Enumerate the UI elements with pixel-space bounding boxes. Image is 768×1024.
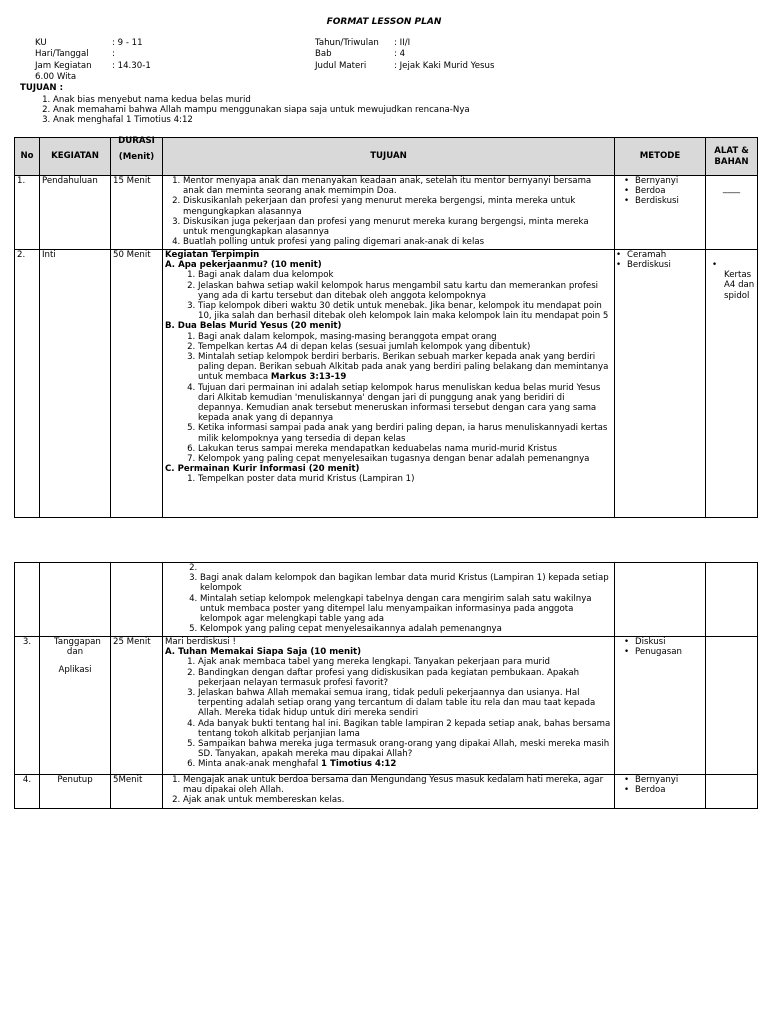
menit-label: (Menit)	[118, 152, 155, 163]
jam-label: Jam Kegiatan	[35, 61, 92, 71]
bible-reference: 1 Timotius 4:12	[321, 759, 397, 770]
bab-label: Bab	[315, 49, 332, 59]
list-item: 1. Ajak anak membaca tabel yang mereka lengkapi. Tanyakan pekerjaan para murid	[198, 657, 612, 667]
section-heading: Kegiatan Terpimpin	[165, 250, 260, 260]
metode-item: • Penugasan	[635, 647, 703, 657]
row-metode	[615, 775, 706, 809]
table-row	[15, 775, 758, 809]
row-tujuan	[163, 250, 615, 518]
metode-item: • Berdoa	[635, 186, 703, 196]
tujuan-item: 1. Anak bias menyebut nama kedua belas murid	[53, 95, 753, 105]
row-alat	[706, 637, 758, 775]
row-durasi: 15 Menit	[111, 176, 163, 250]
row-no: 1.	[15, 176, 40, 250]
row-kegiatan: Penutup	[40, 775, 111, 809]
tujuan-heading: TUJUAN :	[20, 83, 64, 93]
metode-item: • Berdoa	[635, 785, 703, 795]
list-item: 6. Lakukan terus sampai mereka mendapatkan keduabelas nama murid-murid Kristus	[198, 444, 612, 454]
row-alat: ____	[706, 176, 758, 250]
list-item: 3. Tiap kelompok diberi waktu 30 detik untuk menebak. Jika benar, kelompok itu mendapat poin 10, jika salah dan berhasil ditebak oleh kelompok lain maka kelompok lain itu mendapat poin 5	[198, 301, 612, 321]
table-row	[15, 250, 758, 518]
list-item: 5. Kelompok yang paling cepat menyelesaikannya adalah pemenangnya	[200, 624, 612, 634]
list-item: 3. Bagi anak dalam kelompok dan bagikan lembar data murid Kristus (Lampiran 1) kepada setiap kelompok	[200, 573, 612, 593]
list-item: 2. Ajak anak untuk membereskan kelas.	[183, 795, 612, 805]
row-alat	[706, 563, 758, 637]
section-a-title: A. Apa pekerjaanmu? (10 menit)	[165, 260, 322, 271]
list-item: 2. Tempelkan kertas A4 di depan kelas (sesuai jumlah kelompok yang dibentuk)	[198, 342, 612, 352]
row-durasi: 25 Menit	[111, 637, 163, 775]
jam-value-continued: 6.00 Wita	[35, 72, 77, 82]
hari-label: Hari/Tanggal	[35, 49, 89, 59]
list-item: 2. Jelaskan bahwa setiap wakil kelompok harus mengambil satu kartu dan memerankan profesi yang ada di kartu tersebut dan ditebak oleh anggota kelompoknya	[198, 281, 612, 301]
col-header-metode: METODE	[615, 138, 706, 176]
tujuan-list	[35, 95, 753, 126]
list-item: 5. Ketika informasi sampai pada anak yang berdiri paling depan, ia harus menuliskannyadi kertas milik kelompoknya yang tersedia di depan kelas	[198, 423, 612, 443]
row-metode	[615, 176, 706, 250]
list-item: 1. Bagi anak dalam kelompok, masing-masing beranggota empat orang	[198, 332, 612, 342]
metode-item: • Bernyanyi	[635, 176, 703, 186]
list-item: 4. Ada banyak bukti tentang hal ini. Bagikan table lampiran 2 kepada setiap anak, bahas bersama tentang tokoh alkitab perjanjian lama	[198, 719, 612, 739]
list-item: 4. Tujuan dari permainan ini adalah setiap kelompok harus menuliskan kedua belas murid Yesus dari Alkitab kemudian 'menuliskannya' dengan jari di punggung anak yang beridiri di depannya. Kemudian anak tersebut meneruskan informasi tersebut dengan cara yang sama kepada anak yang di depannya	[198, 383, 612, 424]
ku-label: KU	[35, 38, 47, 48]
row-metode	[615, 250, 706, 518]
list-item: 5. Sampaikan bahwa mereka juga termasuk orang-orang yang dipakai Allah, meski mereka masih SD. Tanyakan, apakah mereka mau dipakai Allah?	[198, 739, 612, 759]
list-item: 1. Tempelkan poster data murid Kristus (Lampiran 1)	[198, 474, 612, 484]
row-tujuan	[163, 176, 615, 250]
list-item	[198, 759, 612, 769]
bible-reference: Markus 3:13-19	[270, 372, 347, 383]
hari-value: :	[112, 49, 115, 59]
durasi-label: DURASI	[118, 136, 155, 146]
row-tujuan	[163, 775, 615, 809]
list-item-text: Minta anak-anak menghafal	[198, 759, 322, 770]
row-no	[15, 563, 40, 637]
list-item: 2. Bandingkan dengan daftar profesi yang didiskusikan pada kegiatan pembukaan. Apakah pekerjaan nelayan termasuk profesi favorit?	[198, 668, 612, 688]
row-kegiatan	[40, 563, 111, 637]
row-durasi	[111, 563, 163, 637]
section-b-title: B. Dua Belas Murid Yesus (20 menit)	[165, 321, 342, 332]
row-alat	[706, 775, 758, 809]
table-row	[15, 563, 758, 637]
metode-item: • Bernyanyi	[635, 775, 703, 785]
metode-item: • Ceramah	[627, 250, 703, 260]
list-item: 1. Mengajak anak untuk berdoa bersama dan Mengundang Yesus masuk kedalam hati mereka, agar mau dipakai oleh Allah.	[183, 775, 612, 795]
jam-value: : 14.30-1	[112, 61, 151, 71]
row-kegiatan: Pendahuluan	[40, 176, 111, 250]
section-a-title: A. Tuhan Memakai Siapa Saja (10 menit)	[165, 647, 362, 658]
tujuan-item: 3. Anak menghafal 1 Timotius 4:12	[53, 115, 753, 125]
col-header-kegiatan: KEGIATAN	[40, 138, 111, 176]
metode-item: • Diskusi	[635, 637, 703, 647]
tujuan-item: 2. Anak memahami bahwa Allah mampu menggunakan siapa saja untuk mewujudkan rencana-Nya	[53, 105, 753, 115]
list-item: 2. Diskusikanlah pekerjaan dan profesi yang menurut mereka bergengsi, minta mereka untuk mengungkapkan alasannya	[183, 196, 612, 216]
row-no: 3.	[15, 637, 40, 775]
kegiatan-line: Tanggapan dan	[54, 637, 101, 658]
lesson-table	[14, 137, 758, 518]
ku-value: : 9 - 11	[112, 38, 143, 48]
col-header-durasi	[111, 138, 163, 176]
row-metode	[615, 563, 706, 637]
col-header-no: No	[15, 138, 40, 176]
bab-value: : 4	[394, 49, 406, 59]
col-header-alat: ALAT & BAHAN	[706, 138, 758, 176]
list-item: 1. Mentor menyapa anak dan menanyakan keadaan anak, setelah itu mentor bernyanyi bersama anak dan meminta seorang anak memimpin Doa.	[183, 176, 612, 196]
list-item	[198, 352, 612, 383]
row-alat: • Kertas A4 dan spidol	[706, 250, 758, 518]
tahun-label: Tahun/Triwulan	[315, 38, 379, 48]
list-item: 4. Mintalah setiap kelompok melengkapi tabelnya dengan cara mengirim salah satu wakilnya untuk membaca poster yang ditempel lalu menyampaikan informasinya pada anggota kelompok agar melengkapi table yang ada	[200, 594, 612, 625]
list-item: 3. Jelaskan bahwa Allah memakai semua irang, tidak peduli pekerjaannya dan usianya. Hal terpenting adalah setiap orang yang tercantum di dalam table itu rela dan mau taat kepada Allah. Mereka tidak hidup untuk diri mereka sendiri	[198, 688, 612, 719]
row-kegiatan	[40, 637, 111, 775]
row-no: 2.	[15, 250, 40, 518]
section-c-title: C. Permainan Kurir Informasi (20 menit)	[165, 464, 360, 475]
col-header-tujuan: TUJUAN	[163, 138, 615, 176]
tahun-value: : II/I	[394, 38, 411, 48]
list-item-text: Mintalah setiap kelompok berdiri berbaris. Berikan sebuah marker kepada anak yang berdiri paling depan. Berikan sebuah Alkitab pada anak yang berdiri paling belakang dan memintanya untuk membaca	[198, 352, 609, 383]
list-item: 7. Kelompok yang paling cepat menyelesaikan tugasnya dengan benar adalah pemenangnya	[198, 454, 612, 464]
row-no: 4.	[15, 775, 40, 809]
document-title: FORMAT LESSON PLAN	[326, 17, 442, 27]
alat-text: Kertas A4 dan spidol	[724, 270, 755, 301]
kegiatan-line: Aplikasi	[58, 665, 92, 676]
judul-value: : Jejak Kaki Murid Yesus	[394, 61, 495, 71]
table-row	[15, 637, 758, 775]
list-item: 3. Diskusikan juga pekerjaan dan profesi yang menurut mereka kurang bergengsi, minta mereka untuk mengungkapkan alasannya	[183, 217, 612, 237]
judul-label: Judul Materi	[315, 61, 367, 71]
metode-item: • Berdiskusi	[635, 196, 703, 206]
list-item: 4. Buatlah polling untuk profesi yang paling digemari anak-anak di kelas	[183, 237, 612, 247]
table-row	[15, 176, 758, 250]
row-durasi: 5Menit	[111, 775, 163, 809]
metode-item: • Berdiskusi	[627, 260, 703, 270]
list-item	[200, 563, 612, 573]
lesson-table-continued	[14, 562, 758, 809]
row-durasi: 50 Menit	[111, 250, 163, 518]
list-item: 1. Bagi anak dalam dua kelompok	[198, 270, 612, 280]
row-tujuan	[163, 637, 615, 775]
row-kegiatan: Inti	[40, 250, 111, 518]
row-tujuan	[163, 563, 615, 637]
row-metode	[615, 637, 706, 775]
row-intro: Mari berdiskusi !	[165, 637, 236, 647]
table-header-row	[15, 138, 758, 176]
